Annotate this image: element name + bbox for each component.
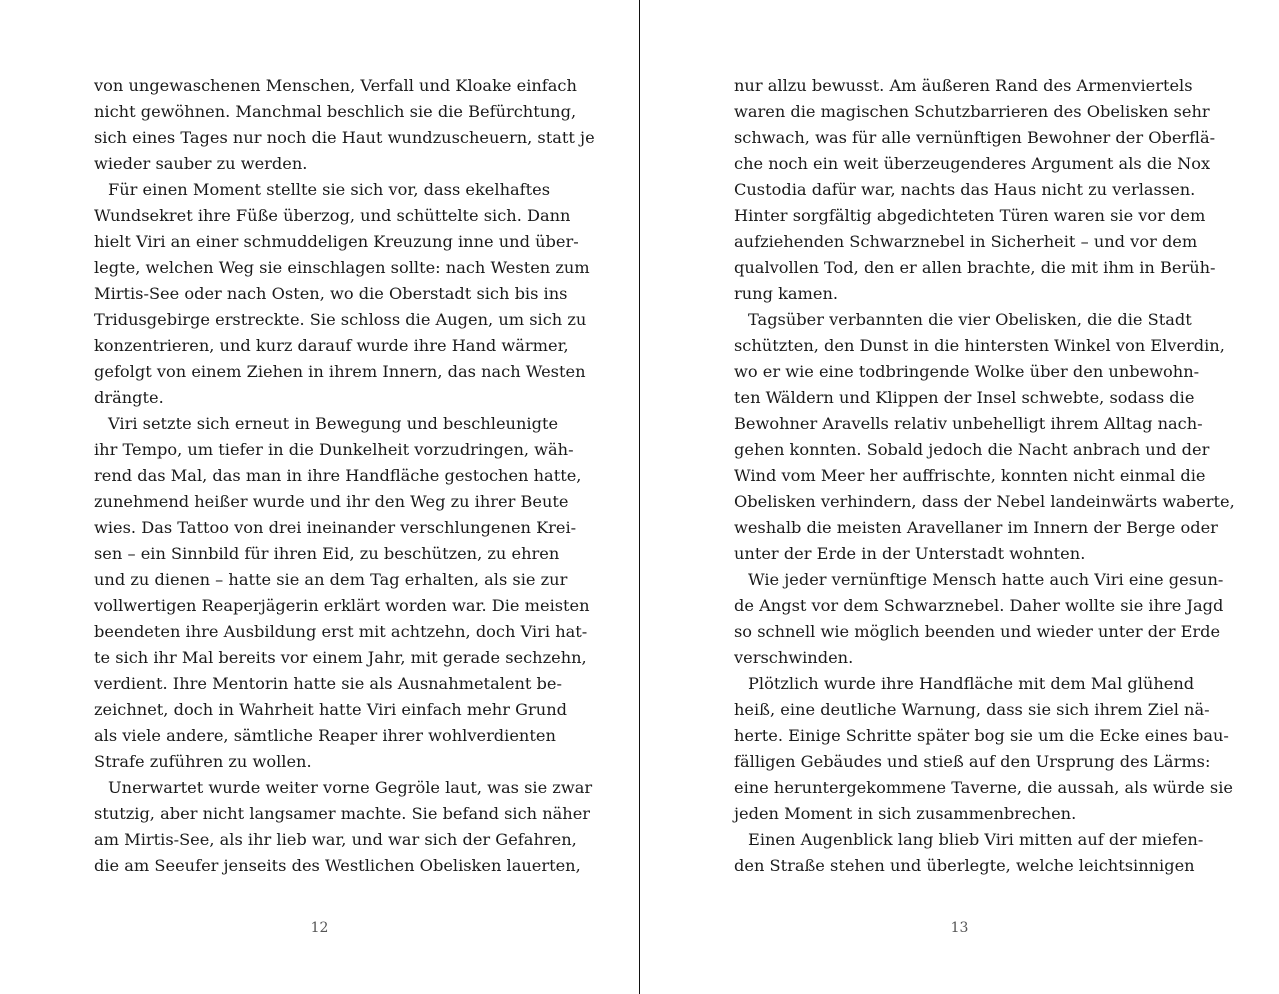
text-line: te sich ihr Mal bereits vor einem Jahr, mit gerade sechzehn,	[94, 648, 587, 667]
text-line: Obelisken verhindern, dass der Nebel landeinwärts waberte,	[734, 492, 1235, 511]
text-line: unter der Erde in der Unterstadt wohnten.	[734, 544, 1086, 563]
text-line: Wundsekret ihre Füße überzog, und schüttelte sich. Dann	[94, 206, 571, 225]
text-line: stutzig, aber nicht langsamer machte. Sie befand sich näher	[94, 804, 591, 823]
text-line: Tridusgebirge erstreckte. Sie schloss die Augen, um sich zu	[94, 310, 587, 329]
text-line: che noch ein weit überzeugenderes Argument als die Nox	[734, 154, 1211, 173]
text-line: gefolgt von einem Ziehen in ihrem Innern, das nach Westen	[94, 362, 586, 381]
text-line: Strafe zuführen zu wollen.	[94, 752, 312, 771]
text-line: vollwertigen Reaperjägerin erklärt worden war. Die meisten	[94, 596, 590, 615]
text-line: rung kamen.	[734, 284, 839, 303]
text-line: zunehmend heißer wurde und ihr den Weg zu ihrer Beute	[94, 492, 569, 511]
text-line: von ungewaschenen Menschen, Verfall und Kloake einfach	[94, 76, 577, 95]
text-line: nicht gewöhnen. Manchmal beschlich sie die Befürchtung,	[94, 102, 577, 121]
text-line: wieder sauber zu werden.	[94, 154, 308, 173]
text-line: aufziehenden Schwarznebel in Sicherheit – und vor dem	[734, 232, 1198, 251]
text-line: beendeten ihre Ausbildung erst mit achtzehn, doch Viri hat-	[94, 622, 588, 641]
text-line: waren die magischen Schutzbarrieren des Obelisken sehr	[734, 102, 1210, 121]
text-line: de Angst vor dem Schwarznebel. Daher wollte sie ihre Jagd	[734, 596, 1224, 615]
text-line: hielt Viri an einer schmuddeligen Kreuzung inne und über-	[94, 232, 579, 251]
text-line: und zu dienen – hatte sie an dem Tag erhalten, als sie zur	[94, 570, 568, 589]
text-line: ihr Tempo, um tiefer in die Dunkelheit vorzudringen, wäh-	[94, 440, 574, 459]
text-line: sen – ein Sinnbild für ihren Eid, zu beschützen, zu ehren	[94, 544, 560, 563]
text-line: Custodia dafür war, nachts das Haus nicht zu verlassen.	[734, 180, 1196, 199]
text-line: Für einen Moment stellte sie sich vor, dass ekelhaftes	[108, 180, 551, 199]
text-line: den Straße stehen und überlegte, welche leichtsinnigen	[734, 856, 1195, 875]
left-page-text	[94, 73, 595, 879]
text-line: am Mirtis-See, als ihr lieb war, und war sich der Gefahren,	[94, 830, 577, 849]
text-line: verdient. Ihre Mentorin hatte sie als Ausnahmetalent be-	[94, 674, 562, 693]
right-page-text	[734, 73, 1235, 879]
text-line: ten Wäldern und Klippen der Insel schwebte, sodass die	[734, 388, 1195, 407]
text-line: verschwinden.	[734, 648, 854, 667]
text-line: wies. Das Tattoo von drei ineinander verschlungenen Krei-	[94, 518, 577, 537]
text-line: wo er wie eine todbringende Wolke über den unbewohn-	[734, 362, 1200, 381]
text-line: Einen Augenblick lang blieb Viri mitten auf der miefen-	[748, 830, 1204, 849]
text-line: drängte.	[94, 388, 164, 407]
text-line: legte, welchen Weg sie einschlagen sollte: nach Westen zum	[94, 258, 590, 277]
text-line: die am Seeufer jenseits des Westlichen Obelisken lauerten,	[94, 856, 581, 875]
text-line: Tagsüber verbannten die vier Obelisken, die die Stadt	[748, 310, 1192, 329]
right-page	[640, 0, 1279, 994]
text-line: Bewohner Aravells relativ unbehelligt ihrem Alltag nach-	[734, 414, 1203, 433]
text-line: konzentrieren, und kurz darauf wurde ihre Hand wärmer,	[94, 336, 569, 355]
text-line: Wie jeder vernünftige Mensch hatte auch Viri eine gesun-	[748, 570, 1224, 589]
text-line: Hinter sorgfältig abgedichteten Türen waren sie vor dem	[734, 206, 1206, 225]
text-line: Wind vom Meer her auffrischte, konnten nicht einmal die	[734, 466, 1206, 485]
text-line: Mirtis-See oder nach Osten, wo die Oberstadt sich bis ins	[94, 284, 568, 303]
text-line: eine heruntergekommene Taverne, die aussah, als würde sie	[734, 778, 1233, 797]
right-page-number: 13	[950, 920, 969, 936]
text-line: als viele andere, sämtliche Reaper ihrer wohlverdienten	[94, 726, 556, 745]
text-line: rend das Mal, das man in ihre Handfläche gestochen hatte,	[94, 466, 582, 485]
text-line: herte. Einige Schritte später bog sie um die Ecke eines bau-	[734, 726, 1229, 745]
text-line: jeden Moment in sich zusammenbrechen.	[734, 804, 1077, 823]
text-line: qualvollen Tod, den er allen brachte, die mit ihm in Berüh-	[734, 258, 1216, 277]
text-line: weshalb die meisten Aravellaner im Innern der Berge oder	[734, 518, 1218, 537]
text-line: sich eines Tages nur noch die Haut wundzuscheuern, statt je	[94, 128, 595, 147]
text-line: schützten, den Dunst in die hintersten Winkel von Elverdin,	[734, 336, 1225, 355]
left-page	[0, 0, 639, 994]
text-line: Viri setzte sich erneut in Bewegung und beschleunigte	[108, 414, 559, 433]
text-line: fälligen Gebäudes und stieß auf den Ursprung des Lärms:	[734, 752, 1211, 771]
text-line: zeichnet, doch in Wahrheit hatte Viri einfach mehr Grund	[94, 700, 567, 719]
left-page-number: 12	[310, 920, 329, 936]
text-line: so schnell wie möglich beenden und wieder unter der Erde	[734, 622, 1221, 641]
text-line: nur allzu bewusst. Am äußeren Rand des Armenviertels	[734, 76, 1193, 95]
text-line: Unerwartet wurde weiter vorne Gegröle laut, was sie zwar	[108, 778, 593, 797]
text-line: schwach, was für alle vernünftigen Bewohner der Oberflä-	[734, 128, 1216, 147]
text-line: Plötzlich wurde ihre Handfläche mit dem Mal glühend	[748, 674, 1195, 693]
text-line: heiß, eine deutliche Warnung, dass sie sich ihrem Ziel nä-	[734, 700, 1210, 719]
text-line: gehen konnten. Sobald jedoch die Nacht anbrach und der	[734, 440, 1210, 459]
